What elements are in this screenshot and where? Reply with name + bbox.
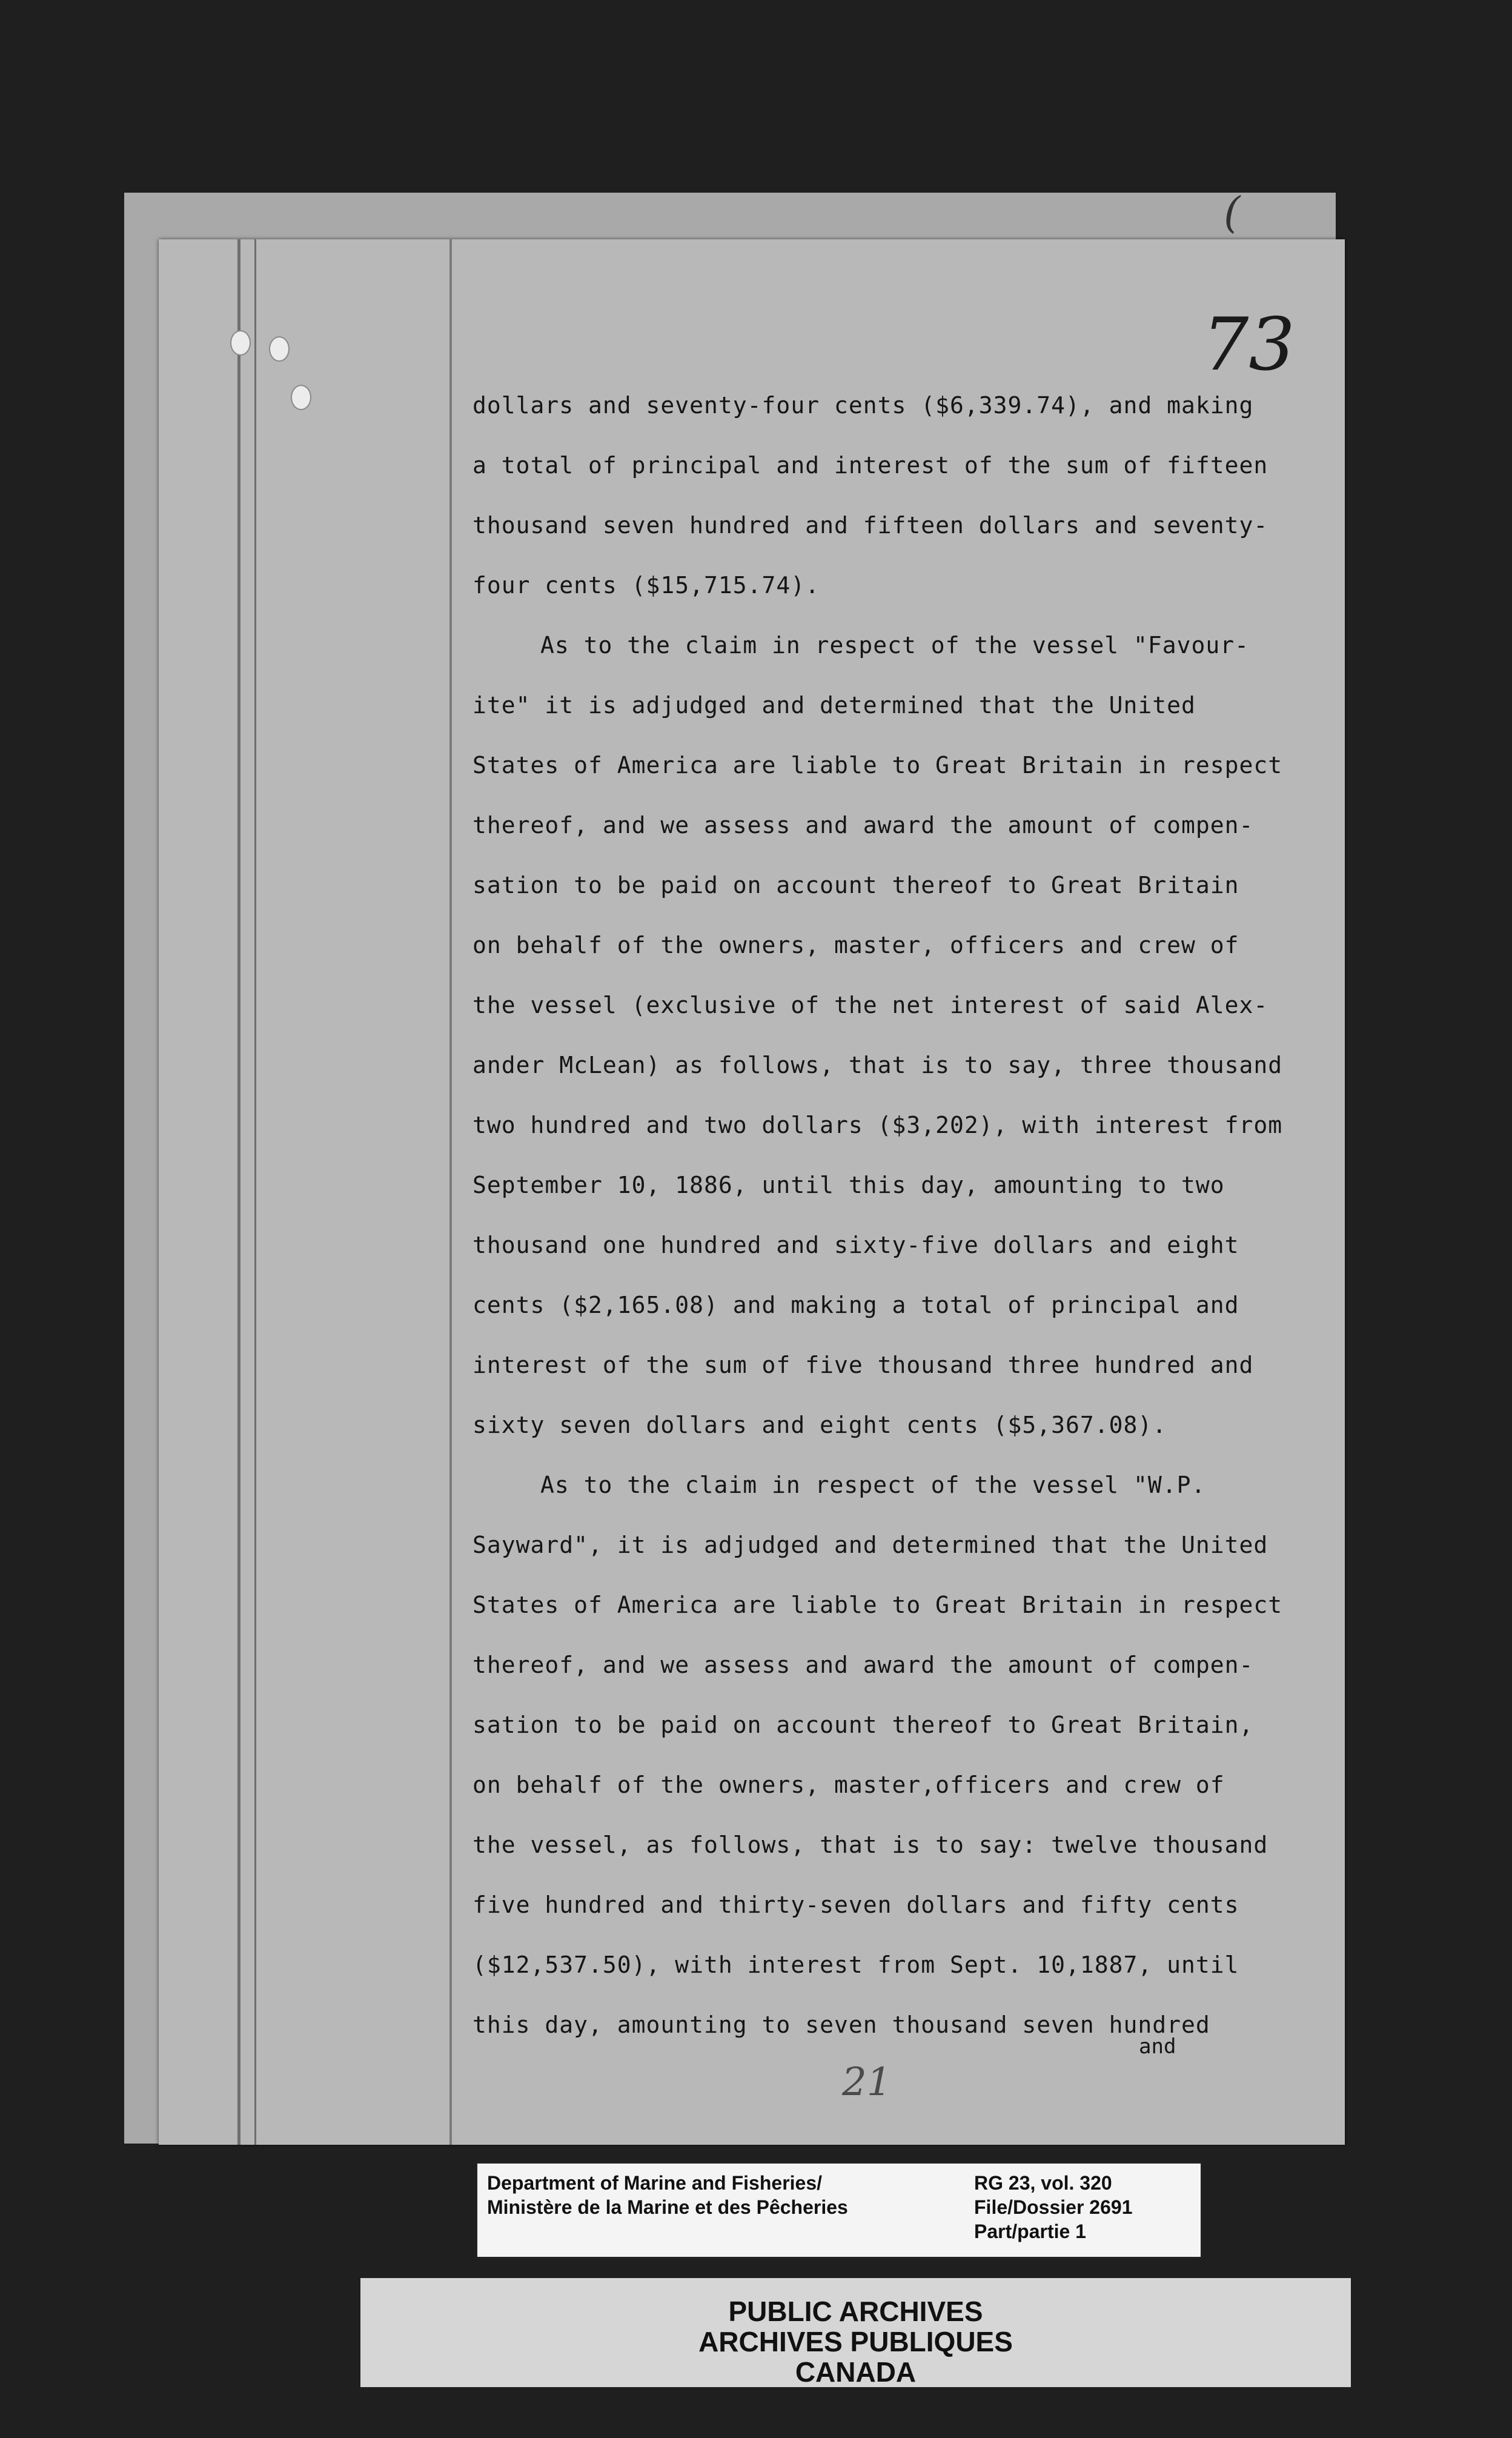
body-line: Sayward", it is adjudged and determined that the United — [472, 1532, 1268, 1558]
body-line: the vessel, as follows, that is to say: twelve thousand — [472, 1832, 1268, 1858]
body-line: thereof, and we assess and award the amount of compen- — [472, 812, 1254, 839]
folio-number: 73 — [1202, 303, 1295, 387]
body-line: sation to be paid on account thereof to Great Britain — [472, 872, 1239, 898]
stamp-line: CANADA — [795, 2356, 917, 2388]
punch-hole — [269, 336, 290, 362]
archive-stamp — [360, 2278, 1351, 2387]
body-line: interest of the sum of five thousand three hundred and — [472, 1352, 1254, 1378]
body-line: two hundred and two dollars ($3,202), with interest from — [472, 1112, 1283, 1138]
archive-label-reference — [974, 2171, 1132, 2244]
body-line: dollars and seventy-four cents ($6,339.74), and making — [472, 392, 1254, 419]
archive-label — [476, 2162, 1202, 2259]
body-line: five hundred and thirty-seven dollars and fifty cents — [472, 1892, 1239, 1918]
archive-label-department — [487, 2171, 848, 2219]
body-line: on behalf of the owners, master, officers and crew of — [472, 932, 1239, 958]
stamp-line: PUBLIC ARCHIVES — [728, 2296, 983, 2327]
body-line: As to the claim in respect of the vessel "Favour- — [540, 632, 1250, 659]
body-line: As to the claim in respect of the vessel "W.P. — [540, 1472, 1206, 1498]
body-line: States of America are liable to Great Britain in respect — [472, 752, 1283, 779]
margin-rule-inner — [254, 239, 256, 2145]
body-line: a total of principal and interest of the sum of fifteen — [472, 452, 1268, 479]
stamp-line: ARCHIVES PUBLIQUES — [698, 2326, 1013, 2357]
body-line: thousand seven hundred and fifteen dollars and seventy- — [472, 512, 1268, 539]
body-line: ander McLean) as follows, that is to say, three thousand — [472, 1052, 1283, 1078]
corner-mark: ( — [1224, 188, 1241, 237]
punch-hole — [291, 385, 311, 410]
punch-hole — [230, 330, 251, 356]
document-body — [472, 376, 1302, 2055]
department-fr: Ministère de la Marine et des Pêcheries — [487, 2196, 848, 2218]
margin-rule-outer — [237, 239, 240, 2145]
body-line: the vessel (exclusive of the net interest of said Alex- — [472, 992, 1268, 1018]
body-line: on behalf of the owners, master,officers and crew of — [472, 1772, 1225, 1798]
body-line: cents ($2,165.08) and making a total of principal and — [472, 1292, 1239, 1318]
body-line: four cents ($15,715.74). — [472, 572, 820, 599]
continuation-word: and — [1139, 2034, 1176, 2059]
body-line: sixty seven dollars and eight cents ($5,367.08). — [472, 1412, 1167, 1438]
body-line: thereof, and we assess and award the amount of compen- — [472, 1652, 1254, 1678]
body-line: September 10, 1886, until this day, amounting to two — [472, 1172, 1225, 1198]
body-line: this day, amounting to seven thousand seven hundred — [472, 2011, 1210, 2038]
body-line: States of America are liable to Great Britain in respect — [472, 1592, 1283, 1618]
body-line: thousand one hundred and sixty-five dollars and eight — [472, 1232, 1239, 1258]
body-line: ite" it is adjudged and determined that the United — [472, 692, 1196, 719]
record-group: RG 23, vol. 320 — [974, 2172, 1112, 2194]
body-line: ($12,537.50), with interest from Sept. 10,1887, until — [472, 1951, 1239, 1978]
margin-rule-text — [449, 239, 452, 2145]
department-en: Department of Marine and Fisheries/ — [487, 2172, 823, 2194]
part-number: Part/partie 1 — [974, 2220, 1086, 2242]
handwritten-page-number: 21 — [842, 2060, 892, 2105]
body-line: sation to be paid on account thereof to Great Britain, — [472, 1712, 1254, 1738]
file-number: File/Dossier 2691 — [974, 2196, 1133, 2218]
